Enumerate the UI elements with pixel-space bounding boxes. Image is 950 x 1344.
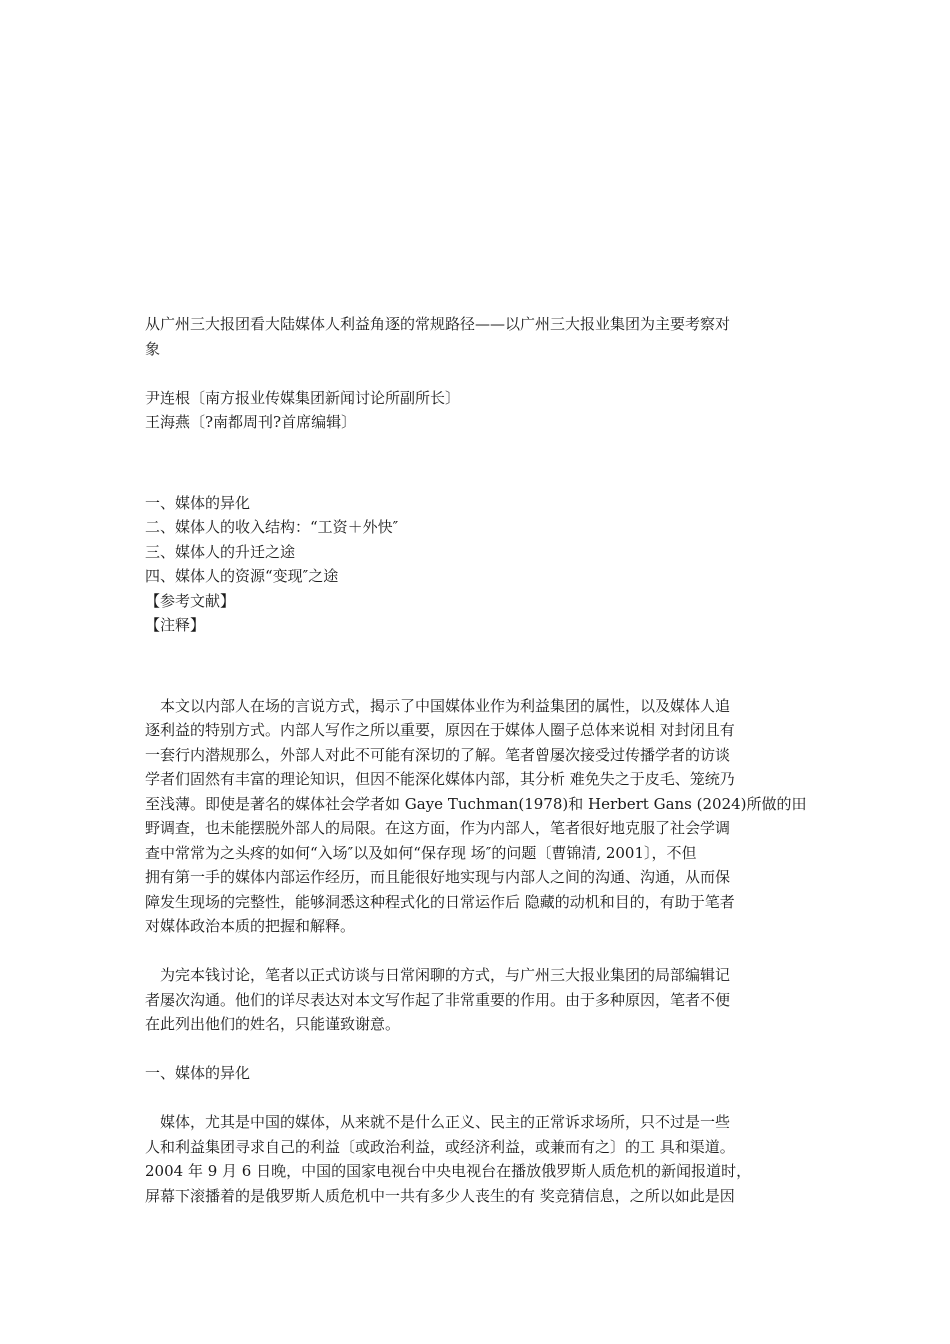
section-line: 屏幕下滚播着的是俄罗斯人质危机中一共有多少人丧生的有 奖竞猜信息，之所以如此是因	[145, 1186, 735, 1205]
toc-item: 【参考文献】	[145, 591, 236, 610]
toc-item: 一、媒体的异化	[145, 493, 251, 512]
title-line-2: 象	[145, 339, 161, 358]
author-1: 尹连根〔南方报业传媒集团新闻讨论所副所长〕	[145, 388, 461, 407]
thanks-line: 在此列出他们的姓名，只能谨致谢意。	[145, 1015, 401, 1033]
section-1-paragraph	[145, 1110, 810, 1208]
abstract-line: 拥有第一手的媒体内部运作经历，而且能很好地实现与内部人之间的沟通、沟通，从而保	[145, 868, 731, 886]
thanks-line: 者屡次沟通。他们的详尽表达对本文写作起了非常重要的作用。由于多种原因，笔者不便	[145, 990, 731, 1009]
abstract-line: 查中常常为之头疼的如何“入场″以及如何“保存现 场″的问题〔曹锦清, 2001〕，不但	[145, 843, 697, 862]
toc-item: 【注释】	[145, 616, 206, 634]
document-title	[145, 312, 810, 361]
title-line-1: 从广州三大报团看大陆媒体人利益角逐的常规路径——以广州三大报业集团为主要考察对	[145, 315, 731, 333]
toc-item: 三、媒体人的升迁之途	[145, 542, 296, 561]
abstract-line: 野调查，也未能摆脱外部人的局限。在这方面，作为内部人，笔者很好地克服了社会学调	[145, 819, 731, 837]
table-of-contents	[145, 491, 810, 638]
section-line: 媒体，尤其是中国的媒体，从来就不是什么正义、民主的正常诉求场所，只不过是一些	[160, 1113, 731, 1131]
document-body	[145, 312, 810, 1208]
thanks-line: 为完本钱讨论，笔者以正式访谈与日常闲聊的方式，与广州三大报业集团的局部编辑记	[160, 966, 731, 984]
author-list	[145, 386, 810, 435]
section-line: 人和利益集团寻求自己的利益〔或政治利益，或经济利益，或兼而有之〕的工 具和渠道。	[145, 1137, 735, 1156]
section-heading: 一、媒体的异化	[145, 1064, 251, 1082]
abstract-line: 学者们固然有丰富的理论知识，但因不能深化媒体内部，其分析 难免失之于皮毛、笼统乃	[145, 770, 735, 788]
abstract-paragraph	[145, 694, 810, 939]
toc-item: 二、媒体人的收入结构：“工资＋外快″	[145, 518, 399, 536]
acknowledgement-paragraph	[145, 963, 810, 1037]
abstract-line: 对媒体政治本质的把握和解释。	[145, 917, 356, 935]
abstract-line: 至浅薄。即使是著名的媒体社会学者如 Gaye Tuchman(1978)和 Herbert Gans (2024)所做的田	[145, 794, 807, 813]
abstract-line: 逐利益的特别方式。内部人写作之所以重要，原因在于媒体人圈子总体来说相 对封闭且有	[145, 721, 735, 739]
section-line: 2004 年 9 月 6 日晚，中国的国家电视台中央电视台在播放俄罗斯人质危机的新闻报道时，	[145, 1162, 752, 1180]
author-2: 王海燕〔?南都周刊?首席编辑〕	[145, 413, 357, 431]
abstract-line: 本文以内部人在场的言说方式，揭示了中国媒体业作为利益集团的属性，以及媒体人追	[160, 696, 731, 715]
abstract-line: 障发生现场的完整性，能够洞悉这种程式化的日常运作后 隐藏的动机和目的，有助于笔者	[145, 892, 735, 911]
toc-item: 四、媒体人的资源“变现″之途	[145, 567, 339, 585]
abstract-line: 一套行内潜规那么，外部人对此不可能有深切的了解。笔者曾屡次接受过传播学者的访谈	[145, 745, 731, 764]
